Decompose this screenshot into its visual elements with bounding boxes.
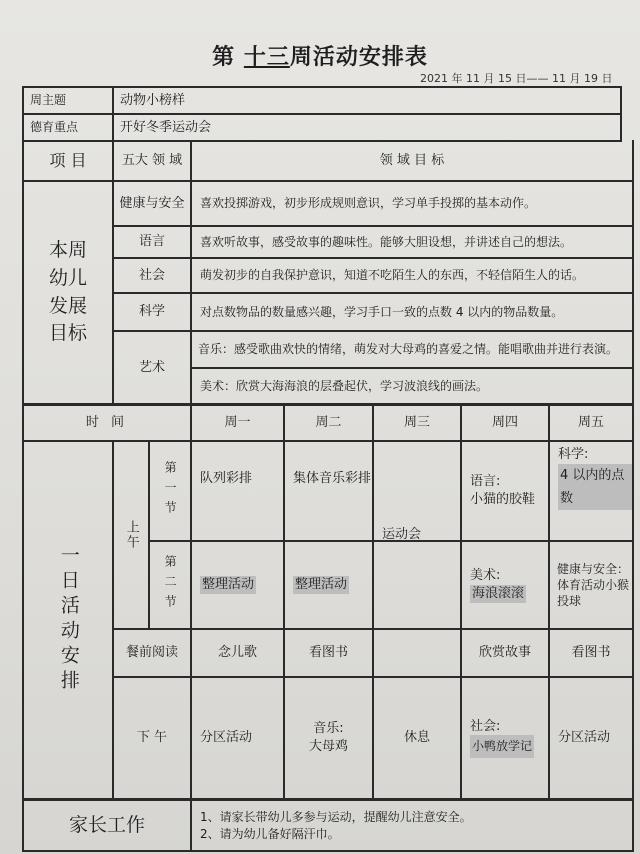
domain-language: 语言 [138,234,165,250]
grid-line [190,798,192,850]
parents-item-one: 1、请家长带幼儿多参与运动，提醒幼儿注意安全。 [200,810,472,825]
goal-art-painting: 美术：欣赏大海海浪的层叠起伏，学习波浪线的画法。 [200,378,489,393]
domain-science: 科学 [138,304,165,320]
tue-section-one: 集体音乐彩排 [293,471,372,486]
fri-section-one-subject: 科学: [558,447,589,462]
mon-section-one: 队列彩排 [200,471,253,486]
thu-afternoon-subject: 社会: [470,718,501,734]
domains-header: 五大 领 域 [121,153,183,169]
date-range: 2021 年 11 月 15 日—— 11 月 19 日 [420,72,613,85]
parents-label: 家长工作 [68,813,145,836]
wed-afternoon: 休息 [403,730,430,746]
fri-reading: 看图书 [571,645,611,661]
thu-reading: 欣赏故事 [478,645,531,661]
time-header: 时 间 [85,414,129,430]
goal-social: 萌发初步的自我保护意识，知道不吃陌生人的东西，不轻信陌生人的话。 [200,268,585,283]
parents-items [194,801,630,850]
goal-science: 对点数物品的数量感兴趣，学习手口一致的点数 4 以内的物品数量。 [200,304,564,319]
afternoon-label: 下 午 [136,730,168,746]
domain-art: 艺术 [138,359,165,375]
section-two-label [150,542,190,628]
grid-line [460,403,462,798]
moral-value: 开好冬季运动会 [120,119,212,135]
goals-title: 本周幼儿发展目标 [48,239,87,345]
reading-label: 餐前阅读 [125,645,178,661]
day-plan-title-text: 一日活动安排 [57,545,80,695]
day-tue: 周二 [315,414,342,430]
fri-section-one-topic: 4 以内的点数 [558,464,632,511]
theme-label: 周主题 [30,93,67,108]
tue-afternoon [285,678,372,798]
mon-afternoon: 分区活动 [200,730,253,746]
thu-section-two [464,542,548,628]
page-title [0,40,640,70]
fri-afternoon: 分区活动 [558,730,611,746]
fri-section-two: 健康与安全：体育活动小猴投球 [557,561,630,609]
mon-section-two [194,542,283,628]
parents-item-two: 2、请为幼儿备好隔汗巾。 [200,826,340,841]
item-header: 项 目 [49,151,87,171]
goal-art-music: 音乐：感受歌曲欢快的情绪，萌发对大母鸡的喜爱之情。能唱歌曲并进行表演。 [198,342,619,357]
wed-morning: 运动会 [382,527,422,543]
domain-social: 社会 [138,267,165,283]
thu-section-one-topic: 小猫的胶鞋 [470,492,536,507]
grid-line [632,140,634,850]
thu-section-two-topic: 海浪滚滚 [472,586,525,601]
grid-line [620,86,622,140]
fri-section-one [552,442,632,540]
tue-afternoon-topic: 大母鸡 [308,739,348,754]
thu-section-one [464,442,548,540]
section-one-label [150,442,190,540]
tue-section-two-text: 整理活动 [295,577,348,593]
grid-line [548,403,550,798]
morning-label-text: 上午 [123,520,139,550]
grid-line [22,850,634,852]
day-fri: 周五 [577,414,604,430]
thu-afternoon [464,678,548,798]
section-one-text: 第一节 [163,461,178,521]
section-two-text: 第二节 [163,555,178,615]
day-wed: 周三 [403,414,430,430]
goal-language: 喜欢听故事，感受故事的趣味性。能够大胆设想，并讲述自己的想法。 [200,234,573,249]
morning-label [114,442,148,628]
day-plan-title [24,442,112,798]
mon-section-two-text: 整理活动 [202,577,255,593]
day-mon: 周一 [224,414,251,430]
target-header: 领 域 目 标 [379,153,445,169]
thu-afternoon-topic: 小鸭放学记 [470,735,534,758]
theme-value: 动物小榜样 [120,92,186,108]
thu-section-one-subject: 语言: [470,474,501,490]
title-prefix: 第 [212,45,236,70]
title-suffix: 周活动安排表 [289,45,428,70]
day-thu: 周四 [491,414,518,430]
grid-line [190,403,192,798]
domain-health: 健康与安全 [119,195,185,211]
thu-section-two-subject: 美术: [470,568,501,584]
tue-afternoon-subject: 音乐: [313,721,344,737]
mon-reading: 念儿歌 [217,645,257,661]
tue-reading: 看图书 [308,645,348,661]
goal-health: 喜欢投掷游戏，初步形成规则意识，学习单手投掷的基本动作。 [200,196,537,211]
title-week: 十三 [243,45,290,70]
moral-label: 德育重点 [30,120,79,135]
tue-section-two [287,542,372,628]
